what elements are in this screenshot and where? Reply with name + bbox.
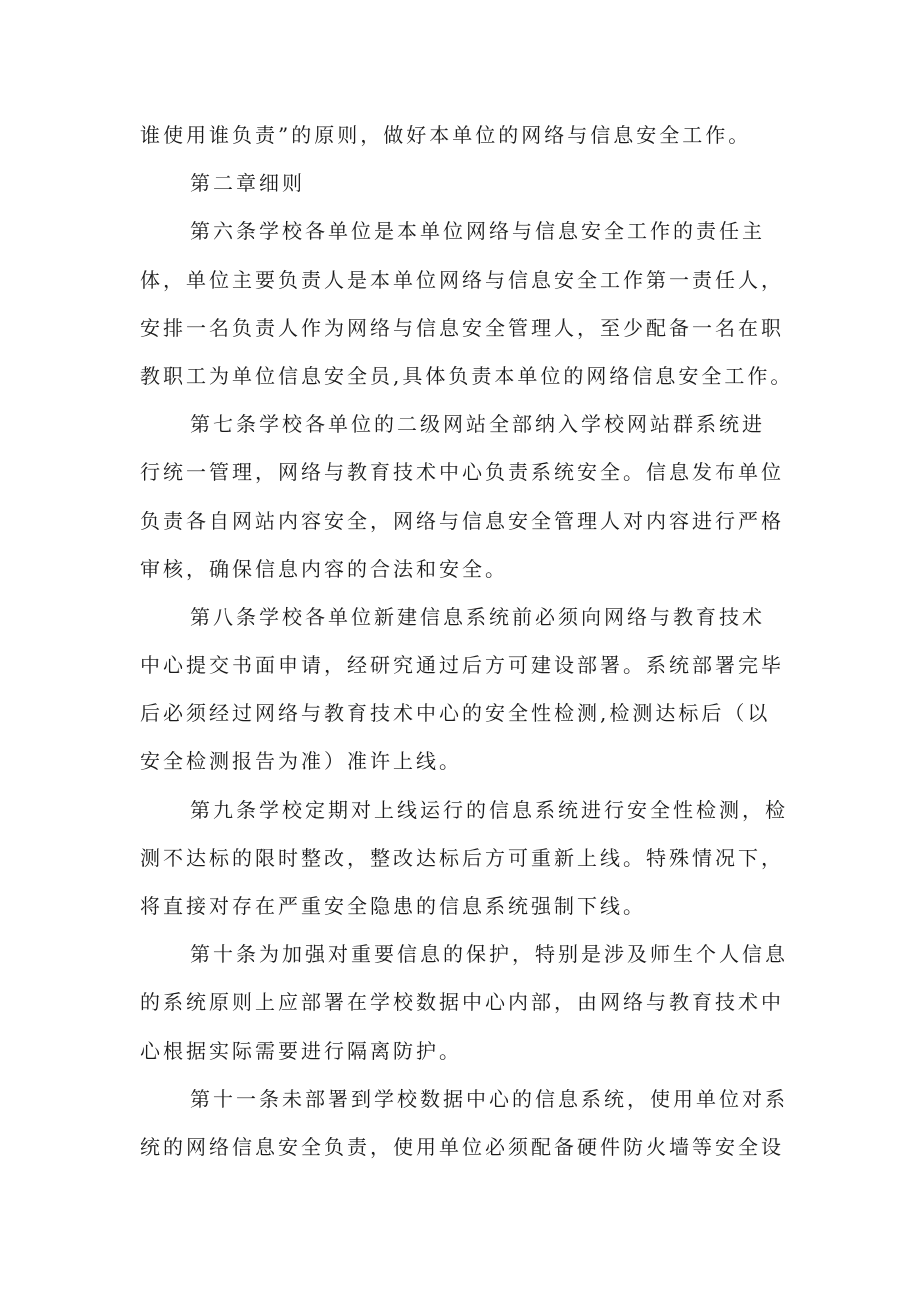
text-line: 安全检测报告为准）准许上线。 bbox=[140, 749, 462, 774]
article-9 bbox=[140, 786, 800, 931]
article-6 bbox=[140, 207, 800, 400]
article-10 bbox=[140, 930, 800, 1075]
chapter-heading bbox=[140, 159, 800, 207]
text-line: 第十一条未部署到学校数据中心的信息系统，使用单位对系 bbox=[190, 1086, 788, 1111]
paragraph-continuation bbox=[140, 111, 800, 159]
text-line: 第七条学校各单位的二级网站全部纳入学校网站群系统进 bbox=[190, 412, 765, 437]
text-line: 第十条为加强对重要信息的保护，特别是涉及师生个人信息 bbox=[190, 942, 788, 967]
text-line: 谁使用谁负责”的原则，做好本单位的网络与信息安全工作。 bbox=[140, 123, 752, 147]
text-line: 第八条学校各单位新建信息系统前必须向网络与教育技术 bbox=[190, 604, 765, 629]
text-line: 第九条学校定期对上线运行的信息系统进行安全性检测，检 bbox=[190, 797, 788, 822]
text-line: 第六条学校各单位是本单位网络与信息安全工作的责任主 bbox=[190, 219, 765, 244]
text-line: 负责各自网站内容安全，网络与信息安全管理人对内容进行严格 bbox=[140, 508, 784, 533]
text-line: 体，单位主要负责人是本单位网络与信息安全工作第一责任人， bbox=[140, 267, 784, 292]
article-7 bbox=[140, 400, 800, 593]
article-11 bbox=[140, 1075, 800, 1171]
chapter-title: 第二章细则 bbox=[190, 171, 305, 196]
text-line: 中心提交书面申请，经研究通过后方可建设部署。系统部署完毕 bbox=[140, 653, 784, 678]
text-line: 教职工为单位信息安全员,具体负责本单位的网络信息安全工作。 bbox=[140, 363, 794, 388]
text-line: 统的网络信息安全负责，使用单位必须配备硬件防火墙等安全设 bbox=[140, 1134, 784, 1159]
text-line: 审核，确保信息内容的合法和安全。 bbox=[140, 556, 508, 581]
text-line: 的系统原则上应部署在学校数据中心内部，由网络与教育技术中 bbox=[140, 990, 784, 1015]
article-8 bbox=[140, 593, 800, 786]
document-body bbox=[140, 111, 800, 1171]
text-line: 行统一管理，网络与教育技术中心负责系统安全。信息发布单位 bbox=[140, 460, 784, 485]
text-line: 测不达标的限时整改，整改达标后方可重新上线。特殊情况下， bbox=[140, 845, 784, 870]
text-line: 后必须经过网络与教育技术中心的安全性检测,检测达标后（以 bbox=[140, 701, 771, 726]
text-line: 安排一名负责人作为网络与信息安全管理人，至少配备一名在职 bbox=[140, 315, 784, 340]
text-line: 将直接对存在严重安全隐患的信息系统强制下线。 bbox=[140, 894, 646, 918]
text-line: 心根据实际需要进行隔离防护。 bbox=[140, 1038, 462, 1063]
